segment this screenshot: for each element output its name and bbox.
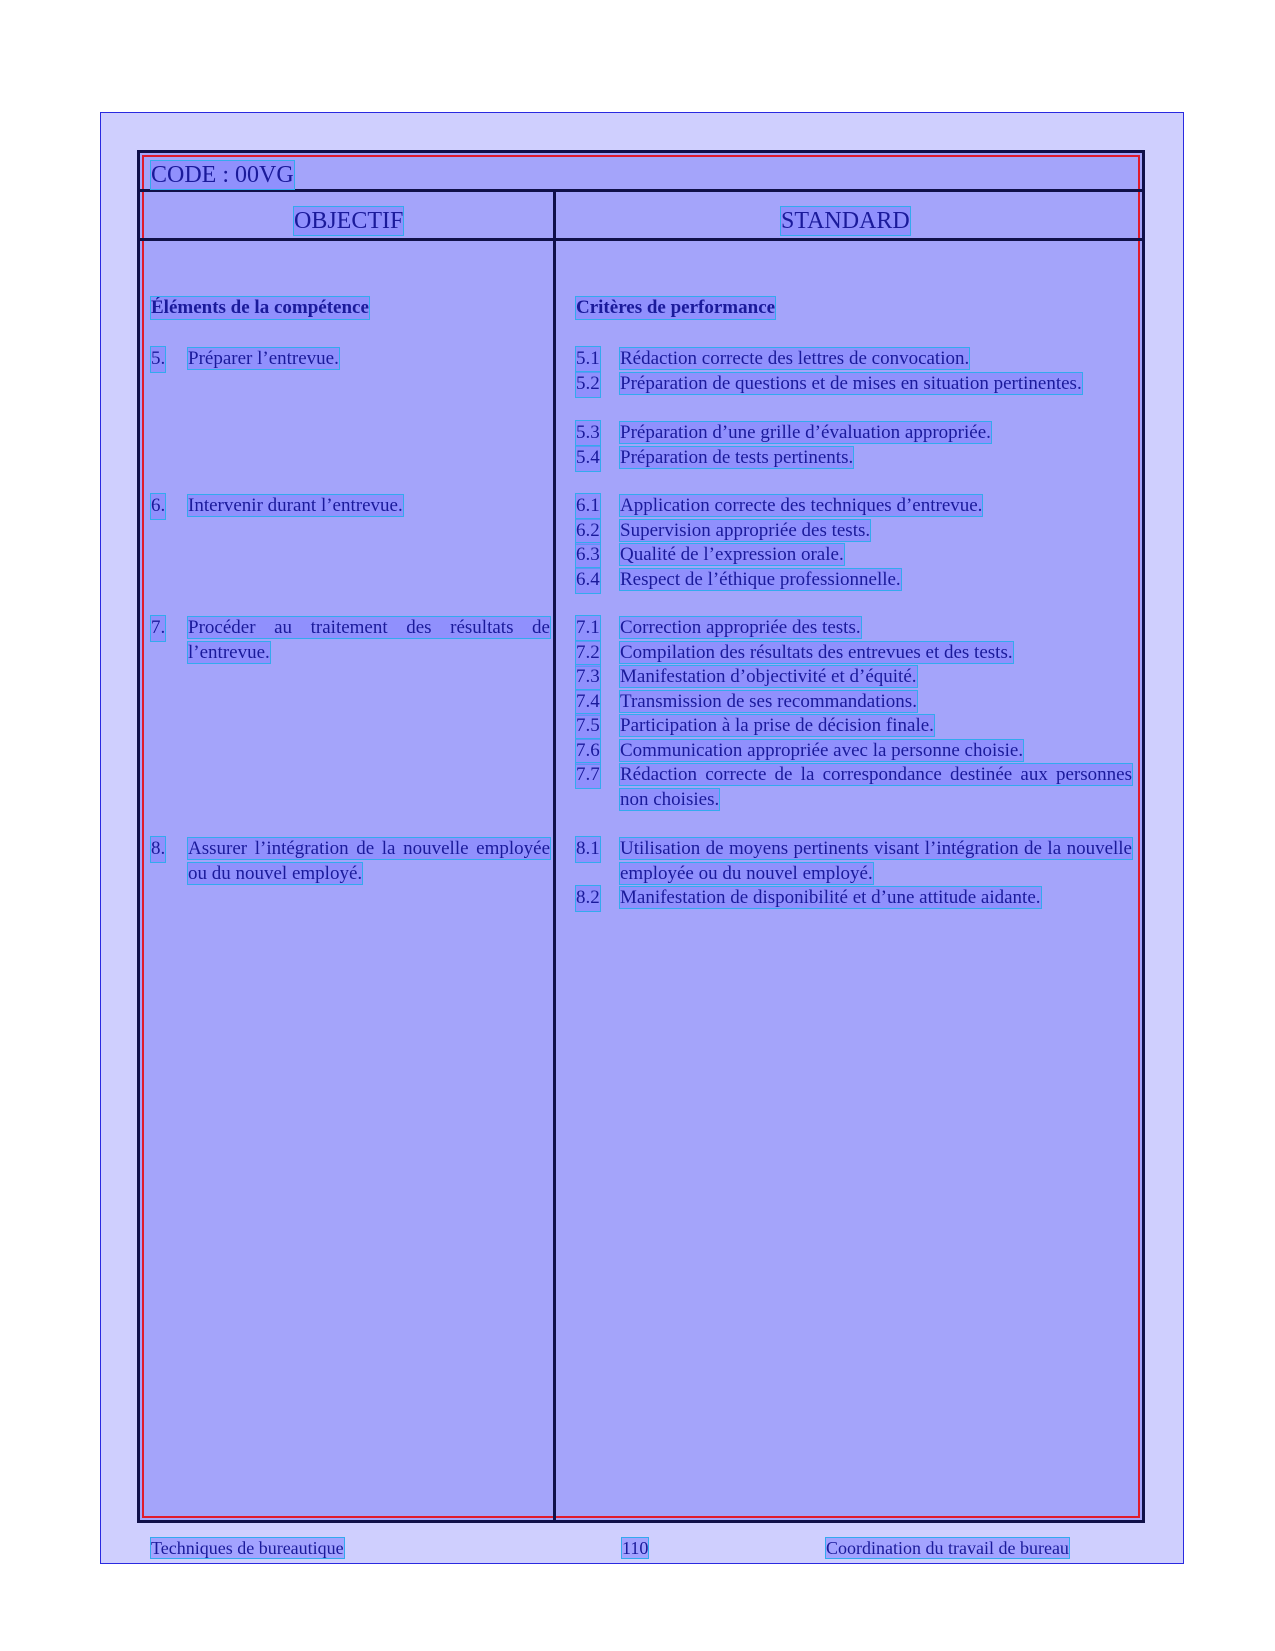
footer-competence-title: Coordination du travail de bureau: [826, 1538, 1069, 1558]
divider-below-headers: [140, 238, 1142, 241]
critere-text: Participation à la prise de décision finale.: [620, 715, 934, 736]
element-text: Procéder au traitement des résultats de l’entrevue.: [188, 617, 550, 663]
critere-text: Rédaction correcte des lettres de convocation.: [620, 348, 970, 369]
element-text: Préparer l’entrevue.: [188, 348, 339, 369]
critere-text: Correction appropriée des tests.: [620, 617, 861, 638]
critere-number: 7.6: [576, 739, 600, 764]
critere-text: Application correcte des techniques d’entrevue.: [620, 495, 983, 516]
critere-text: Manifestation d’objectivité et d’équité.: [620, 666, 917, 687]
critere-text: Communication appropriée avec la personne choisie.: [620, 740, 1024, 761]
critere-text: Utilisation de moyens pertinents visant l’intégration de la nouvelle employée ou du nouvel employé.: [620, 838, 1132, 884]
critere-number: 8.1: [576, 837, 600, 862]
critere-text: Supervision appropriée des tests.: [620, 520, 871, 541]
critere-text: Manifestation de disponibilité et d’une attitude aidante.: [620, 887, 1041, 908]
critere-number: 7.1: [576, 616, 600, 641]
critere-number: 8.2: [576, 886, 600, 911]
critere-text: Rédaction correcte de la correspondance destinée aux personnes non choisies.: [620, 764, 1132, 810]
critere-number: 7.5: [576, 714, 600, 739]
critere-number: 7.7: [576, 763, 600, 788]
element-number: 5.: [151, 347, 165, 372]
critere-number: 5.2: [576, 372, 600, 397]
column-header-objectif: OBJECTIF: [294, 208, 404, 234]
critere-number: 6.2: [576, 519, 600, 544]
critere-number: 5.1: [576, 347, 600, 372]
critere-text: Transmission de ses recommandations.: [620, 691, 917, 712]
element-text: Assurer l’intégration de la nouvelle employée ou du nouvel employé.: [188, 838, 550, 884]
critere-text: Qualité de l’expression orale.: [620, 544, 844, 565]
critere-text: Préparation de questions et de mises en situation pertinentes.: [620, 373, 1082, 394]
subheader-elements: Éléments de la compétence: [151, 297, 369, 318]
footer-program-title: Techniques de bureautique: [151, 1538, 344, 1558]
footer-page-number: 110: [622, 1538, 649, 1558]
critere-number: 7.3: [576, 665, 600, 690]
critere-number: 5.3: [576, 421, 600, 446]
element-number: 6.: [151, 494, 165, 519]
critere-number: 6.1: [576, 494, 600, 519]
code-label: CODE : 00VG: [151, 162, 294, 188]
subheader-criteres: Critères de performance: [576, 297, 776, 318]
critere-number: 6.4: [576, 568, 600, 593]
divider-below-code: [140, 189, 1142, 192]
critere-text: Compilation des résultats des entrevues et des tests.: [620, 642, 1013, 663]
column-divider: [553, 189, 556, 1520]
critere-text: Préparation de tests pertinents.: [620, 447, 854, 468]
element-number: 7.: [151, 616, 165, 641]
critere-text: Préparation d’une grille d’évaluation appropriée.: [620, 422, 991, 443]
element-number: 8.: [151, 837, 165, 862]
critere-text: Respect de l’éthique professionnelle.: [620, 569, 901, 590]
critere-number: 6.3: [576, 543, 600, 568]
critere-number: 7.2: [576, 641, 600, 666]
column-header-standard: STANDARD: [781, 208, 910, 234]
critere-number: 5.4: [576, 446, 600, 471]
element-text: Intervenir durant l’entrevue.: [188, 495, 403, 516]
critere-number: 7.4: [576, 690, 600, 715]
